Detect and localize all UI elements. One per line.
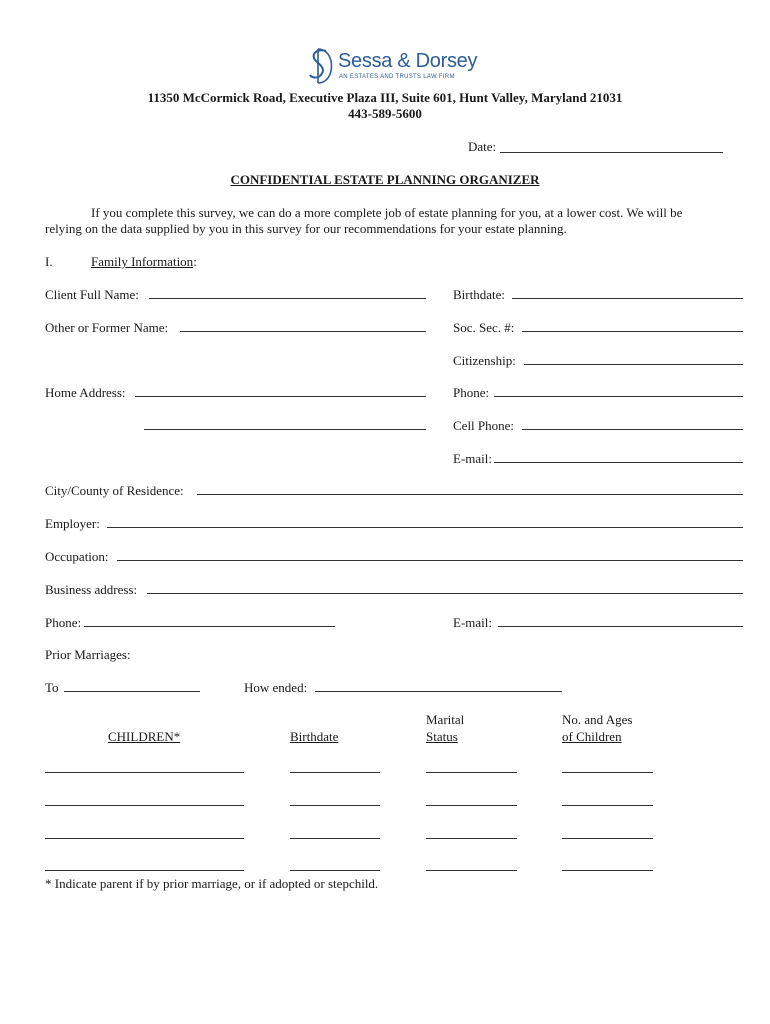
client-full-name-field[interactable] <box>149 284 426 299</box>
email-field[interactable] <box>494 448 743 463</box>
page-title: CONFIDENTIAL ESTATE PLANNING ORGANIZER <box>230 172 540 187</box>
business-email-field[interactable] <box>498 612 743 627</box>
child-ages-field[interactable] <box>562 856 653 871</box>
footnote: * Indicate parent if by prior marriage, or if adopted or stepchild. <box>45 876 379 891</box>
occupation-field[interactable] <box>117 546 743 561</box>
section-number: I. <box>45 254 53 269</box>
intro-line-1: If you complete this survey, we can do a more complete job of estate planning for you, at a lower cost. We will be <box>91 205 683 220</box>
child-marital-field[interactable] <box>426 824 517 839</box>
intro-line-2: relying on the data supplied by you in this survey for our recommendations for your estate planning. <box>45 221 567 236</box>
child-marital-field[interactable] <box>426 791 517 806</box>
child-birthdate-field[interactable] <box>290 791 380 806</box>
phone-label: Phone: <box>453 385 490 400</box>
other-name-field[interactable] <box>180 317 426 332</box>
business-address-field[interactable] <box>147 579 743 594</box>
child-ages-field[interactable] <box>562 791 653 806</box>
email-label: E-mail: <box>453 451 492 466</box>
to-label: To <box>45 680 59 695</box>
child-birthdate-field[interactable] <box>290 758 380 773</box>
how-ended-field[interactable] <box>315 677 562 692</box>
cell-phone-label: Cell Phone: <box>453 418 515 433</box>
child-marital-field[interactable] <box>426 856 517 871</box>
cell-phone-field[interactable] <box>522 415 743 430</box>
how-ended-label: How ended: <box>244 680 308 695</box>
section-colon: : <box>193 254 197 269</box>
child-birthdate-field[interactable] <box>290 856 380 871</box>
business-phone-label: Phone: <box>45 615 82 630</box>
col-ages-header-line1: No. and Ages <box>562 712 633 727</box>
col-marital-header-line1: Marital <box>426 712 465 727</box>
occupation-label: Occupation: <box>45 549 109 564</box>
business-address-label: Business address: <box>45 582 138 597</box>
business-phone-field[interactable] <box>84 612 335 627</box>
firm-monogram-icon <box>306 46 338 86</box>
logo-tagline: AN ESTATES AND TRUSTS LAW FIRM <box>339 74 455 80</box>
col-children-header: CHILDREN* <box>108 729 181 744</box>
home-address-line2-field[interactable] <box>144 415 426 430</box>
ssn-label: Soc. Sec. #: <box>453 320 515 335</box>
child-name-field[interactable] <box>45 758 244 773</box>
employer-label: Employer: <box>45 516 100 531</box>
client-full-name-label: Client Full Name: <box>45 287 139 302</box>
employer-field[interactable] <box>107 513 743 528</box>
date-field[interactable] <box>500 138 723 153</box>
child-marital-field[interactable] <box>426 758 517 773</box>
firm-address: 11350 McCormick Road, Executive Plaza III, Suite 601, Hunt Valley, Maryland 21031 <box>147 90 623 105</box>
business-email-label: E-mail: <box>453 615 492 630</box>
city-county-label: City/County of Residence: <box>45 483 184 498</box>
other-name-label: Other or Former Name: <box>45 320 169 335</box>
child-name-field[interactable] <box>45 824 244 839</box>
citizenship-field[interactable] <box>524 350 743 365</box>
section-heading <box>91 254 197 270</box>
phone-field[interactable] <box>494 382 743 397</box>
child-name-field[interactable] <box>45 856 244 871</box>
section-title: Family Information <box>91 254 194 269</box>
child-name-field[interactable] <box>45 791 244 806</box>
child-ages-field[interactable] <box>562 824 653 839</box>
child-birthdate-field[interactable] <box>290 824 380 839</box>
birthdate-field[interactable] <box>512 284 743 299</box>
logo-name: Sessa & Dorsey <box>338 50 478 72</box>
firm-phone: 443-589-5600 <box>348 106 422 121</box>
home-address-field[interactable] <box>135 382 426 397</box>
ssn-field[interactable] <box>522 317 743 332</box>
date-label: Date: <box>468 139 497 154</box>
col-ages-header-line2: of Children <box>562 729 622 744</box>
home-address-label: Home Address: <box>45 385 126 400</box>
prior-marriages-label: Prior Marriages: <box>45 647 131 662</box>
firm-logo <box>306 46 478 88</box>
to-field[interactable] <box>64 677 200 692</box>
birthdate-label: Birthdate: <box>453 287 505 302</box>
col-marital-header-line2: Status <box>426 729 458 744</box>
citizenship-label: Citizenship: <box>453 353 516 368</box>
col-birthdate-header: Birthdate <box>290 729 339 744</box>
city-county-field[interactable] <box>197 480 743 495</box>
child-ages-field[interactable] <box>562 758 653 773</box>
